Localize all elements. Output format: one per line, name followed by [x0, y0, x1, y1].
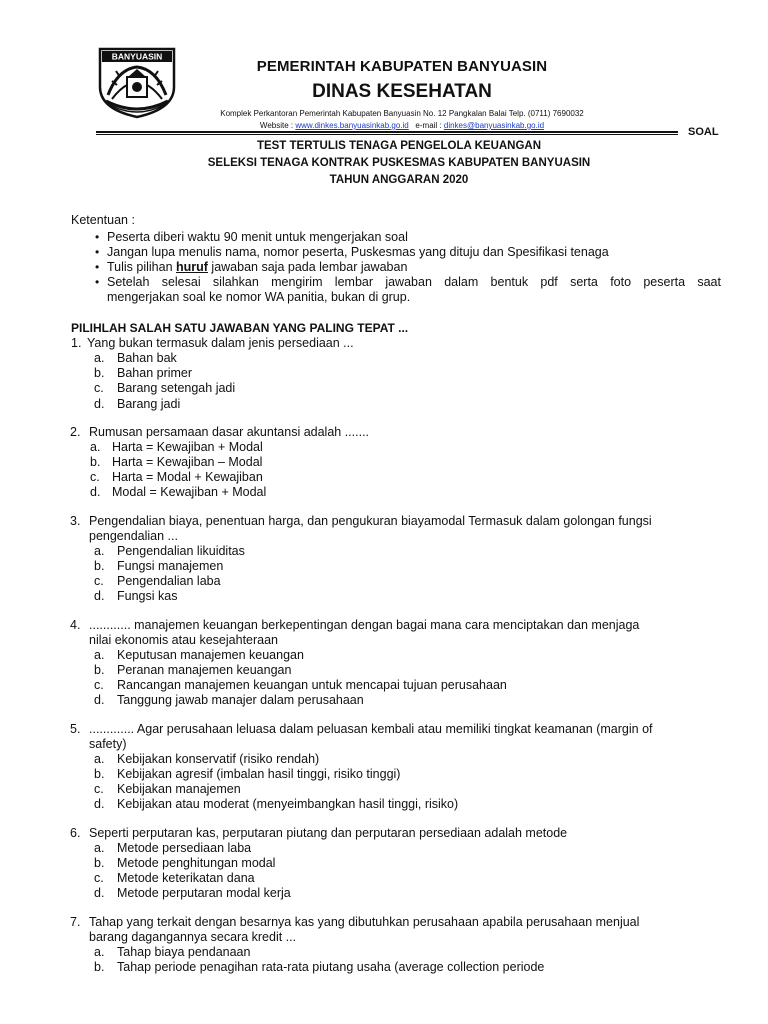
question-text-continued: nilai ekonomis atau kesejahteraan: [89, 633, 279, 647]
option-letter: a.: [94, 752, 105, 766]
option-letter: b.: [94, 366, 105, 380]
option-text: Kebijakan konservatif (risiko rendah): [117, 752, 320, 766]
option-letter: d.: [94, 886, 105, 900]
question-number: 4.: [70, 618, 81, 632]
option-letter: a.: [94, 945, 105, 959]
question-text-continued: safety): [89, 737, 127, 751]
bullet-icon: •: [95, 275, 100, 289]
question-text: ............ manajemen keuangan berkepentingan dengan bagai mana cara menciptakan dan menjaga: [89, 618, 640, 632]
option-letter: a.: [94, 648, 105, 662]
option-letter: d.: [94, 797, 105, 811]
option-letter: d.: [94, 589, 105, 603]
question-text-continued: barang dagangannya secara kredit ...: [89, 930, 297, 944]
rules-label: Ketentuan :: [71, 213, 135, 227]
option-text: Keputusan manajemen keuangan: [117, 648, 304, 662]
option-text: Tahap periode penagihan rata-rata piutang usaha (average collection periode: [117, 960, 545, 974]
rule-item-3-post: jawaban saja pada lembar jawaban: [207, 260, 408, 274]
option-letter: b.: [94, 960, 105, 974]
option-letter: c.: [94, 782, 104, 796]
option-letter: a.: [90, 440, 101, 454]
office-address: Komplek Perkantoran Pemerintah Kabupaten Banyuasin No. 12 Pangkalan Balai Telp. (0711) 7690032: [220, 109, 584, 118]
option-text: Peranan manajemen keuangan: [117, 663, 292, 677]
option-letter: b.: [94, 767, 105, 781]
question-number: 7.: [70, 915, 81, 929]
option-letter: c.: [90, 470, 100, 484]
question-number: 1.: [71, 336, 82, 350]
bullet-icon: •: [95, 245, 100, 259]
option-text: Bahan bak: [117, 351, 177, 365]
soal-label: SOAL: [688, 126, 719, 138]
option-text: Barang jadi: [117, 397, 181, 411]
option-text: Metode persediaan laba: [117, 841, 252, 855]
bullet-icon: •: [95, 260, 100, 274]
option-text: Harta = Kewajiban – Modal: [112, 455, 263, 469]
question-text: Rumusan persamaan dasar akuntansi adalah .......: [89, 425, 370, 439]
option-letter: d.: [94, 397, 105, 411]
agency-name: PEMERINTAH KABUPATEN BANYUASIN: [256, 58, 548, 75]
option-text: Kebijakan agresif (imbalan hasil tinggi, risiko tinggi): [117, 767, 401, 781]
question-text: Yang bukan termasuk dalam jenis persediaan ...: [87, 336, 354, 350]
option-text: Barang setengah jadi: [117, 381, 236, 395]
logo-text: BANYUASIN: [111, 51, 163, 62]
option-text: Tanggung jawab manajer dalam perusahaan: [117, 693, 364, 707]
option-text: Fungsi kas: [117, 589, 178, 603]
option-text: Kebijakan manajemen: [117, 782, 241, 796]
letterhead-rule-thin: [96, 134, 678, 135]
option-letter: b.: [94, 663, 105, 677]
department-name: DINAS KESEHATAN: [312, 81, 492, 102]
exam-title-line-2: SELEKSI TENAGA KONTRAK PUSKESMAS KABUPATEN BANYUASIN: [207, 157, 591, 169]
question-number: 6.: [70, 826, 81, 840]
question-text: Tahap yang terkait dengan besarnya kas yang dibutuhkan perusahaan apabila perusahaan menjual: [89, 915, 640, 929]
option-text: Rancangan manajemen keuangan untuk mencapai tujuan perusahaan: [117, 678, 507, 692]
website-label: Website :: [259, 121, 296, 130]
option-text: Modal = Kewajiban + Modal: [112, 485, 267, 499]
instruction: PILIHLAH SALAH SATU JAWABAN YANG PALING TEPAT ...: [71, 321, 409, 335]
option-text: Metode keterikatan dana: [117, 871, 255, 885]
option-letter: b.: [90, 455, 101, 469]
option-letter: a.: [94, 544, 105, 558]
rule-item-2: Jangan lupa menulis nama, nomor peserta, Puskesmas yang dituju dan Spesifikasi tenaga: [107, 245, 609, 259]
question-number: 2.: [70, 425, 81, 439]
option-letter: b.: [94, 559, 105, 573]
rule-item-4-line-1: Setelah selesai silahkan mengirim lembar jawaban dalam bentuk pdf serta foto peserta saat: [107, 275, 721, 289]
option-letter: c.: [94, 678, 104, 692]
option-letter: b.: [94, 856, 105, 870]
exam-title-line-1: TEST TERTULIS TENAGA PENGELOLA KEUANGAN: [256, 140, 542, 152]
rule-item-1: Peserta diberi waktu 90 menit untuk mengerjakan soal: [107, 230, 408, 244]
question-number: 3.: [70, 514, 81, 528]
option-text: Harta = Kewajiban + Modal: [112, 440, 263, 454]
option-letter: c.: [94, 871, 104, 885]
email-link[interactable]: dinkes@banyuasinkab.go.id: [443, 121, 545, 130]
question-text: Pengendalian biaya, penentuan harga, dan pengukuran biayamodal Termasuk dalam golongan fungsi: [89, 514, 652, 528]
option-text: Tahap biaya pendanaan: [117, 945, 251, 959]
exam-title-line-3: TAHUN ANGGARAN 2020: [329, 174, 469, 186]
rule-item-3: [107, 260, 407, 274]
question-text: ............. Agar perusahaan leluasa dalam peluasan kembali atau memiliki tingkat keamanan (margin of: [89, 722, 653, 736]
website-link[interactable]: www.dinkes.banyuasinkab.go.id: [295, 121, 409, 130]
rule-item-4-line-2: mengerjakan soal ke nomor WA panitia, bukan di grup.: [107, 290, 411, 304]
option-text: Bahan primer: [117, 366, 193, 380]
option-text: Harta = Modal + Kewajiban: [112, 470, 263, 484]
option-letter: a.: [94, 841, 105, 855]
option-text: Fungsi manajemen: [117, 559, 224, 573]
option-letter: a.: [94, 351, 105, 365]
option-letter: c.: [94, 381, 104, 395]
option-text: Pengendalian likuiditas: [117, 544, 245, 558]
rule-item-3-emphasis: huruf: [176, 260, 208, 274]
question-number: 5.: [70, 722, 81, 736]
option-letter: d.: [94, 693, 105, 707]
question-text: Seperti perputaran kas, perputaran piutang dan perputaran persediaan adalah metode: [89, 826, 568, 840]
option-text: Pengendalian laba: [117, 574, 221, 588]
letterhead-rule: [96, 131, 678, 133]
option-letter: c.: [94, 574, 104, 588]
option-text: Kebijakan atau moderat (menyeimbangkan hasil tinggi, risiko): [117, 797, 459, 811]
bullet-icon: •: [95, 230, 100, 244]
option-letter: d.: [90, 485, 101, 499]
question-text-continued: pengendalian ...: [89, 529, 178, 543]
rule-item-3-pre: Tulis pilihan: [107, 260, 177, 274]
option-text: Metode penghitungan modal: [117, 856, 276, 870]
contact-line: [0, 121, 768, 130]
option-text: Metode perputaran modal kerja: [117, 886, 291, 900]
email-label: e-mail :: [415, 121, 444, 130]
